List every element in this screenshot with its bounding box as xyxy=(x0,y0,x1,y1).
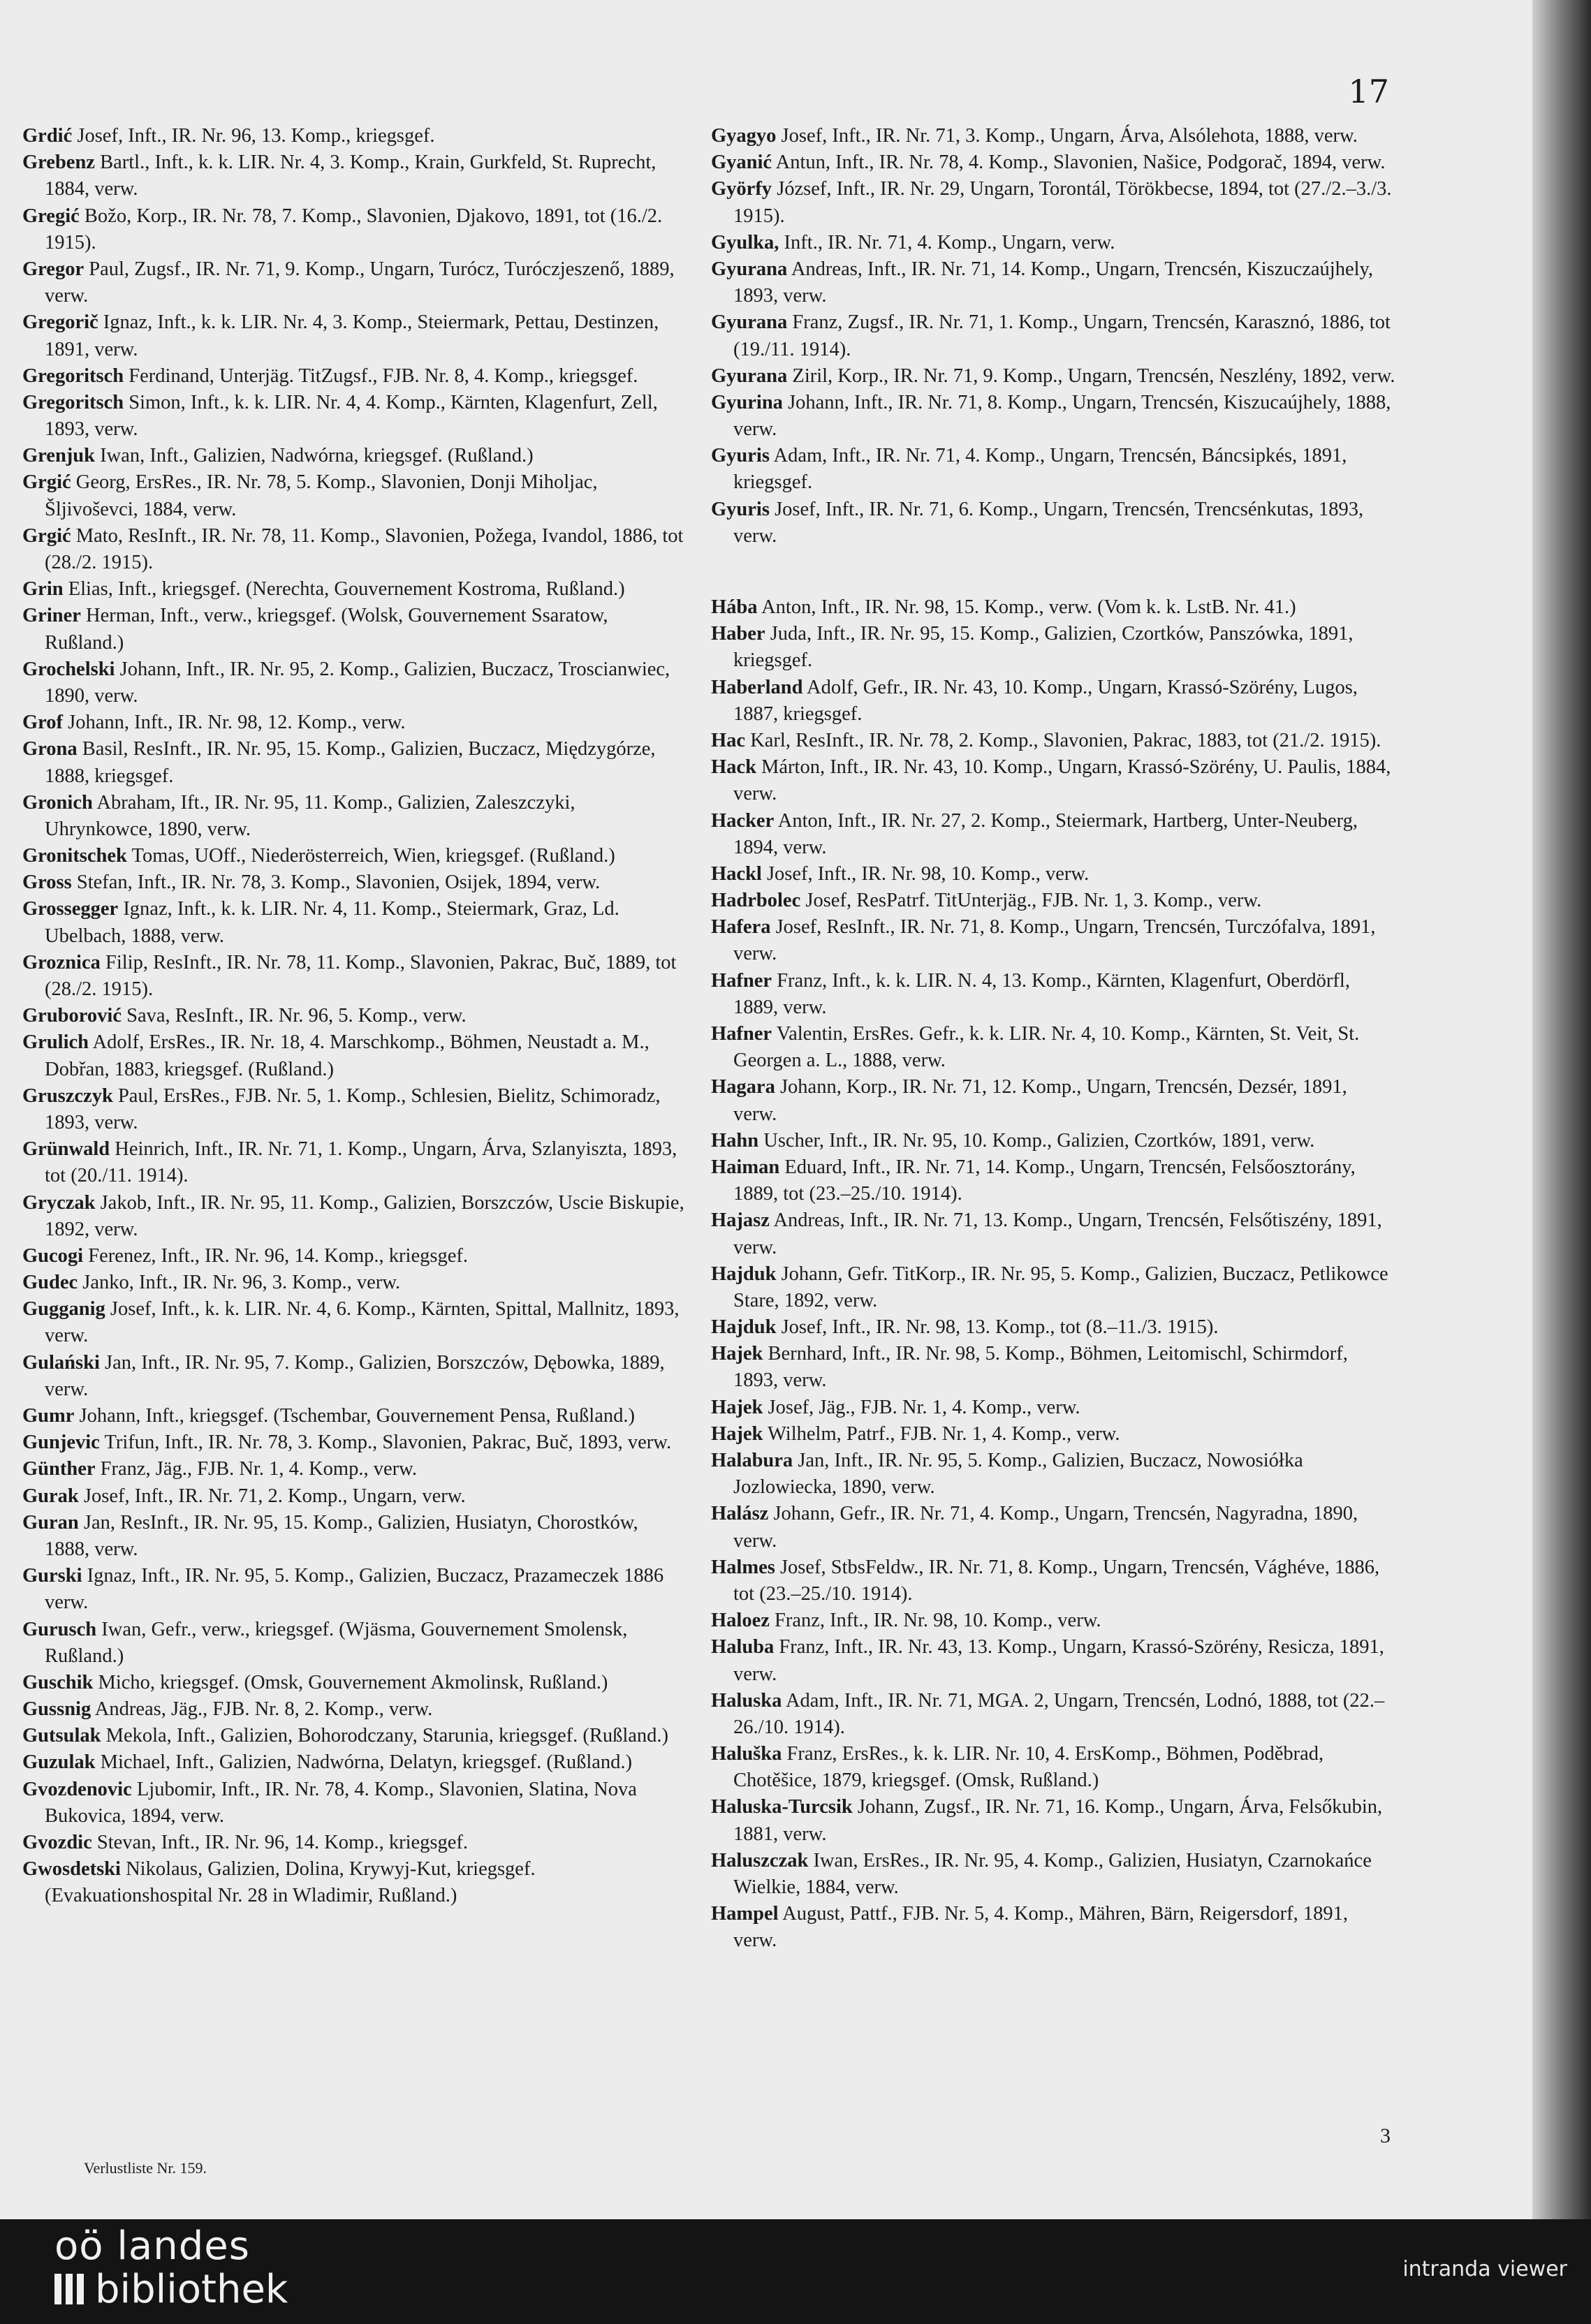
list-entry xyxy=(711,149,1395,176)
entry-details: Valentin, ErsRes. Gefr., k. k. LIR. Nr. 4, 10. Komp., Kärnten, St. Veit, St. Georgen a. L., 1888, verw. xyxy=(733,1023,1360,1072)
entry-details: Stefan, Inft., IR. Nr. 78, 3. Komp., Slavonien, Osijek, 1894, verw. xyxy=(76,872,601,894)
list-entry xyxy=(22,869,686,896)
entry-surname: Hajduk xyxy=(711,1316,777,1339)
entry-surname: Gyulka, xyxy=(711,231,779,253)
list-entry xyxy=(22,1429,686,1456)
list-entry xyxy=(711,176,1395,229)
entry-surname: Gvozdenovic xyxy=(22,1778,132,1800)
entry-details: Johann, Zugsf., IR. Nr. 71, 16. Komp., Ungarn, Árva, Felsőkubin, 1881, verw. xyxy=(733,1796,1383,1845)
list-entry xyxy=(22,1563,686,1616)
page-number: 17 xyxy=(1348,73,1389,110)
entry-details: Ziril, Korp., IR. Nr. 71, 9. Komp., Ungarn, Trencsén, Neszlény, 1892, verw. xyxy=(792,365,1395,387)
entry-details: Nikolaus, Galizien, Dolina, Krywyj-Kut, kriegsgef. (Evakuationshospital Nr. 28 in Wladimir, Rußland.) xyxy=(45,1858,536,1907)
list-entry xyxy=(711,1501,1395,1554)
entry-details: Josef, StbsFeldw., IR. Nr. 71, 8. Komp., Ungarn, Trencsén, Vághéve, 1886, tot (23.–25./10. 1914). xyxy=(733,1556,1380,1605)
entry-surname: Gyuris xyxy=(711,445,770,467)
list-entry xyxy=(711,1261,1395,1314)
list-entry xyxy=(711,230,1395,256)
logo-bars-icon xyxy=(54,2270,88,2314)
entry-surname: Hadrbolec xyxy=(711,890,801,912)
right-column xyxy=(711,123,1395,1955)
list-entry xyxy=(22,1777,686,1830)
entry-surname: Gryczak xyxy=(22,1191,96,1214)
entry-surname: Gruborović xyxy=(22,1005,122,1027)
entry-surname: Gregor xyxy=(22,258,85,280)
entry-surname: Grebenz xyxy=(22,152,95,174)
entry-surname: Gwosdetski xyxy=(22,1858,121,1881)
list-entry xyxy=(711,754,1395,807)
entry-surname: Griner xyxy=(22,605,81,627)
list-entry xyxy=(711,621,1395,674)
entry-details: Johann, Inft., IR. Nr. 71, 8. Komp., Ungarn, Trencsén, Kiszucaújhely, 1888, verw. xyxy=(733,391,1391,441)
entry-details: Josef, Inft., IR. Nr. 96, 13. Komp., kriegsgef. xyxy=(77,125,435,147)
entry-details: Mekola, Inft., Galizien, Bohorodczany, Starunia, kriegsgef. (Rußland.) xyxy=(105,1725,669,1747)
entry-surname: Grossegger xyxy=(22,898,119,920)
list-entry xyxy=(711,914,1395,967)
list-entry xyxy=(22,1856,686,1909)
entry-surname: Gurak xyxy=(22,1485,79,1507)
entry-details: Franz, Inft., k. k. LIR. N. 4, 13. Komp., Kärnten, Klagenfurt, Oberdörfl, 1889, verw. xyxy=(733,969,1350,1018)
list-entry xyxy=(711,497,1395,550)
entry-details: Anton, Inft., IR. Nr. 27, 2. Komp., Steiermark, Hartberg, Unter-Neuberg, 1894, verw. xyxy=(733,809,1358,858)
entry-details: Josef, Inft., IR. Nr. 98, 13. Komp., tot (8.–11./3. 1915). xyxy=(781,1316,1219,1339)
entry-details: Mato, ResInft., IR. Nr. 78, 11. Komp., Slavonien, Požega, Ivandol, 1886, tot (28./2. 1915). xyxy=(45,524,684,573)
entry-details: Franz, Inft., IR. Nr. 43, 13. Komp., Ungarn, Krassó-Szörény, Resicza, 1891, verw. xyxy=(733,1636,1384,1685)
entry-details: Georg, ErsRes., IR. Nr. 78, 5. Komp., Slavonien, Donji Miholjac, Šljivoševci, 1884, verw. xyxy=(45,471,598,520)
entry-details: Iwan, Inft., Galizien, Nadwórna, kriegsgef. (Rußland.) xyxy=(100,445,534,467)
entry-details: Basil, ResInft., IR. Nr. 95, 15. Komp., Galizien, Buczacz, Międzygórze, 1888, kriegsgef. xyxy=(45,738,656,787)
list-entry xyxy=(22,1670,686,1696)
entry-details: Josef, ResPatrf. TitUnterjäg., FJB. Nr. 1, 3. Komp., verw. xyxy=(805,890,1262,912)
logo-line-1: oö landes xyxy=(54,2223,250,2269)
list-entry xyxy=(22,1243,686,1270)
entry-details: Johann, Inft., kriegsgef. (Tschembar, Gouvernement Pensa, Rußland.) xyxy=(79,1405,635,1427)
entry-surname: Grona xyxy=(22,738,78,760)
entry-details: Božo, Korp., IR. Nr. 78, 7. Komp., Slavonien, Djakovo, 1891, tot (16./2. 1915). xyxy=(45,205,663,253)
list-entry xyxy=(22,896,686,949)
list-entry xyxy=(711,1688,1395,1741)
entry-surname: Gyurana xyxy=(711,365,788,387)
list-entry xyxy=(711,594,1395,621)
list-entry xyxy=(22,1617,686,1670)
list-entry xyxy=(22,203,686,256)
list-entry xyxy=(711,1341,1395,1394)
entry-surname: Haluška xyxy=(711,1743,782,1765)
entry-surname: Haluska xyxy=(711,1689,782,1712)
entry-details: Franz, ErsRes., k. k. LIR. Nr. 10, 4. ErsKomp., Böhmen, Poděbrad, Chotěšice, 1879, kriegsgef. (Omsk, Rußland.) xyxy=(733,1743,1324,1792)
entry-surname: Haluszczak xyxy=(711,1849,809,1871)
list-entry xyxy=(711,1207,1395,1260)
entry-details: Jakob, Inft., IR. Nr. 95, 11. Komp., Galizien, Borszczów, Uscie Biskupie, 1892, verw. xyxy=(45,1191,684,1240)
entry-surname: Hacker xyxy=(711,809,775,832)
entry-details: Michael, Inft., Galizien, Nadwórna, Delatyn, kriegsgef. (Rußland.) xyxy=(100,1751,633,1774)
entry-details: Tomas, UOff., Niederösterreich, Wien, kriegsgef. (Rußland.) xyxy=(131,845,615,867)
section-gap xyxy=(711,550,1395,594)
entry-details: Heinrich, Inft., IR. Nr. 71, 1. Komp., Ungarn, Árva, Szlanyiszta, 1893, tot (20./11. 1914). xyxy=(45,1138,677,1187)
entry-details: Anton, Inft., IR. Nr. 98, 15. Komp., verw. (Vom k. k. LstB. Nr. 41.) xyxy=(761,596,1296,618)
entry-surname: Gregić xyxy=(22,205,80,227)
entry-details: Paul, Zugsf., IR. Nr. 71, 9. Komp., Ungarn, Turócz, Turóczjeszenő, 1889, verw. xyxy=(45,258,675,307)
entry-details: Jan, ResInft., IR. Nr. 95, 15. Komp., Galizien, Husiatyn, Chorostków, 1888, verw. xyxy=(45,1511,638,1560)
footer-issue-label: Verlustliste Nr. 159. xyxy=(84,2159,207,2177)
entry-surname: Gussnig xyxy=(22,1698,91,1721)
list-entry xyxy=(711,1314,1395,1341)
entry-details: Sava, ResInft., IR. Nr. 96, 5. Komp., verw. xyxy=(126,1005,467,1027)
library-logo[interactable] xyxy=(54,2225,288,2314)
list-entry xyxy=(711,728,1395,754)
entry-details: Andreas, Inft., IR. Nr. 71, 14. Komp., Ungarn, Trencsén, Kiszuczaújhely, 1893, verw. xyxy=(733,258,1374,307)
list-entry xyxy=(22,363,686,390)
entry-details: Johann, Inft., IR. Nr. 98, 12. Komp., verw. xyxy=(68,712,406,734)
viewer-label[interactable]: intranda viewer xyxy=(1402,2257,1567,2281)
entry-surname: Gucogi xyxy=(22,1244,84,1267)
list-entry xyxy=(22,656,686,709)
entry-surname: Guzulak xyxy=(22,1751,96,1774)
entry-surname: Hajek xyxy=(711,1422,763,1445)
entry-details: Josef, Inft., IR. Nr. 71, 6. Komp., Ungarn, Trencsén, Trencsénkutas, 1893, verw. xyxy=(733,498,1364,547)
list-entry xyxy=(22,1456,686,1483)
list-entry xyxy=(22,1510,686,1563)
list-entry xyxy=(711,443,1395,496)
entry-surname: Halabura xyxy=(711,1450,793,1471)
entry-details: Johann, Gefr., IR. Nr. 71, 4. Komp., Ungarn, Trencsén, Nagyradna, 1890, verw. xyxy=(733,1503,1358,1552)
entry-details: Franz, Inft., IR. Nr. 98, 10. Komp., verw. xyxy=(775,1610,1101,1632)
entry-surname: Gvozdic xyxy=(22,1832,92,1853)
entry-details: Elias, Inft., kriegsgef. (Nerechta, Gouvernement Kostroma, Rußland.) xyxy=(68,578,625,601)
list-entry xyxy=(22,603,686,656)
entry-surname: Hack xyxy=(711,756,756,779)
entry-surname: Guschik xyxy=(22,1671,94,1693)
entry-details: Johann, Gefr. TitKorp., IR. Nr. 95, 5. Komp., Galizien, Buczacz, Petlikowce Stare, 1892, verw. xyxy=(733,1263,1388,1311)
list-entry xyxy=(22,790,686,843)
entry-details: Juda, Inft., IR. Nr. 95, 15. Komp., Galizien, Czortków, Panszówka, 1891, kriegsgef. xyxy=(733,623,1354,672)
entry-surname: Gyagyo xyxy=(711,125,777,147)
entry-details: Iwan, ErsRes., IR. Nr. 95, 4. Komp., Galizien, Husiatyn, Czarnokańce Wielkie, 1884, verw. xyxy=(733,1849,1372,1898)
viewer-bottom-bar xyxy=(0,2219,1591,2324)
entry-surname: Hagara xyxy=(711,1076,775,1098)
list-entry xyxy=(22,1296,686,1349)
entry-surname: Gyurana xyxy=(711,258,788,280)
entry-details: Paul, ErsRes., FJB. Nr. 5, 1. Komp., Schlesien, Bielitz, Schimoradz, 1893, verw. xyxy=(45,1084,661,1133)
entry-surname: Grulich xyxy=(22,1031,89,1054)
entry-details: Johann, Korp., IR. Nr. 71, 12. Komp., Ungarn, Trencsén, Dezsér, 1891, verw. xyxy=(733,1076,1347,1125)
entry-surname: Halmes xyxy=(711,1556,775,1578)
entry-surname: Gyurana xyxy=(711,311,788,334)
list-entry xyxy=(22,1083,686,1136)
entry-details: Ignaz, Inft., k. k. LIR. Nr. 4, 11. Komp., Steiermark, Graz, Ld. Ubelbach, 1888, verw. xyxy=(45,898,619,947)
list-entry xyxy=(711,1554,1395,1608)
entry-surname: Hackl xyxy=(711,862,762,885)
list-entry xyxy=(22,1723,686,1749)
entry-surname: Gulański xyxy=(22,1351,100,1374)
entry-surname: Gurski xyxy=(22,1565,82,1587)
list-entry xyxy=(22,1136,686,1189)
list-entry xyxy=(22,1350,686,1403)
entry-details: Josef, ResInft., IR. Nr. 71, 8. Komp., Ungarn, Trencsén, Turczófalva, 1891, verw. xyxy=(733,916,1376,965)
list-entry xyxy=(711,309,1395,362)
list-entry xyxy=(711,1395,1395,1421)
list-entry xyxy=(22,309,686,362)
list-entry xyxy=(711,1634,1395,1687)
entry-details: Josef, Inft., IR. Nr. 71, 3. Komp., Ungarn, Árva, Alsólehota, 1888, verw. xyxy=(781,125,1358,147)
list-entry xyxy=(22,390,686,443)
list-entry xyxy=(711,1608,1395,1634)
list-entry xyxy=(711,888,1395,914)
entry-details: Andreas, Inft., IR. Nr. 71, 13. Komp., Ungarn, Trencsén, Felsőtiszény, 1891, verw. xyxy=(733,1209,1382,1258)
entry-surname: Gurusch xyxy=(22,1618,97,1640)
entry-details: Bernhard, Inft., IR. Nr. 98, 5. Komp., Böhmen, Leitomischl, Schirmdorf, 1893, verw. xyxy=(733,1343,1348,1392)
list-entry xyxy=(22,843,686,869)
entry-details: Iwan, Gefr., verw., kriegsgef. (Wjäsma, Gouvernement Smolensk, Rußland.) xyxy=(45,1618,628,1667)
entry-surname: Grof xyxy=(22,712,64,734)
entry-surname: Gunjevic xyxy=(22,1432,100,1454)
entry-surname: Györfy xyxy=(711,178,772,200)
entry-details: Antun, Inft., IR. Nr. 78, 4. Komp., Slavonien, Našice, Podgorač, 1894, verw. xyxy=(775,152,1386,174)
list-entry xyxy=(711,968,1395,1021)
entry-details: Ignaz, Inft., k. k. LIR. Nr. 4, 3. Komp., Steiermark, Pettau, Destinzen, 1891, verw. xyxy=(45,311,659,360)
list-entry xyxy=(22,1483,686,1510)
entry-details: Márton, Inft., IR. Nr. 43, 10. Komp., Ungarn, Krassó-Szörény, U. Paulis, 1884, verw. xyxy=(733,756,1391,805)
entry-surname: Halász xyxy=(711,1503,769,1525)
list-entry xyxy=(22,149,686,203)
list-entry xyxy=(22,576,686,603)
entry-details: Ferdinand, Unterjäg. TitZugsf., FJB. Nr. 8, 4. Komp., kriegsgef. xyxy=(129,365,638,387)
entry-surname: Gyuris xyxy=(711,498,770,520)
entry-surname: Haluska-Turcsik xyxy=(711,1796,853,1818)
entry-details: Stevan, Inft., IR. Nr. 96, 14. Komp., kriegsgef. xyxy=(96,1832,469,1853)
entry-surname: Haluba xyxy=(711,1636,775,1659)
list-entry xyxy=(711,1021,1395,1074)
list-entry xyxy=(22,1403,686,1429)
entry-details: Jan, Inft., IR. Nr. 95, 5. Komp., Galizien, Buczacz, Nowosiółka Jozlowiecka, 1890, verw. xyxy=(733,1450,1303,1499)
list-entry xyxy=(711,1448,1395,1501)
entry-details: Herman, Inft., verw., kriegsgef. (Wolsk, Gouvernement Ssaratow, Rußland.) xyxy=(45,605,608,654)
entry-details: Johann, Inft., IR. Nr. 95, 2. Komp., Galizien, Buczacz, Troscianwiec, 1890, verw. xyxy=(45,658,670,707)
entry-surname: Grgić xyxy=(22,524,71,547)
entry-surname: Groznica xyxy=(22,951,101,973)
book-spine-edge xyxy=(1532,0,1591,2219)
entry-details: Inft., IR. Nr. 71, 4. Komp., Ungarn, verw. xyxy=(784,231,1115,253)
entry-surname: Hába xyxy=(711,596,758,618)
entry-surname: Gudec xyxy=(22,1272,78,1294)
entry-surname: Hajek xyxy=(711,1343,763,1365)
list-entry xyxy=(22,736,686,789)
logo-line-2: bibliothek xyxy=(95,2267,288,2312)
entry-details: Adolf, Gefr., IR. Nr. 43, 10. Komp., Ungarn, Krassó-Szörény, Lugos, 1887, kriegsgef. xyxy=(733,676,1358,725)
list-entry xyxy=(711,675,1395,728)
list-entry xyxy=(711,861,1395,888)
entry-surname: Günther xyxy=(22,1458,96,1480)
entry-surname: Hafner xyxy=(711,969,772,992)
entry-details: Abraham, Ift., IR. Nr. 95, 11. Komp., Galizien, Zaleszczyki, Uhrynkowce, 1890, verw. xyxy=(45,791,575,840)
entry-surname: Grgić xyxy=(22,471,71,494)
entry-surname: Gutsulak xyxy=(22,1725,101,1747)
entry-details: Josef, Inft., IR. Nr. 98, 10. Komp., verw. xyxy=(766,862,1090,885)
entry-surname: Gugganig xyxy=(22,1298,105,1321)
list-entry xyxy=(711,363,1395,390)
entry-surname: Gumr xyxy=(22,1405,75,1427)
entry-surname: Gross xyxy=(22,872,72,894)
list-entry xyxy=(711,123,1395,149)
entry-surname: Haberland xyxy=(711,676,803,698)
entry-details: Eduard, Inft., IR. Nr. 71, 14. Komp., Ungarn, Trencsén, Felsőosztorány, 1889, tot (23.–25./10. 1914). xyxy=(733,1156,1356,1205)
list-entry xyxy=(711,1848,1395,1901)
entry-details: Micho, kriegsgef. (Omsk, Gouvernement Akmolinsk, Rußland.) xyxy=(98,1671,608,1693)
entry-surname: Haloez xyxy=(711,1610,770,1632)
list-entry xyxy=(22,123,686,149)
entry-details: August, Pattf., FJB. Nr. 5, 4. Komp., Mähren, Bärn, Reigersdorf, 1891, verw. xyxy=(733,1903,1348,1952)
entry-details: Adam, Inft., IR. Nr. 71, MGA. 2, Ungarn, Trencsén, Lodnó, 1888, tot (22.–26./10. 1914). xyxy=(733,1689,1385,1738)
entry-details: Jan, Inft., IR. Nr. 95, 7. Komp., Galizien, Borszczów, Dębowka, 1889, verw. xyxy=(45,1351,665,1400)
list-entry xyxy=(22,1696,686,1723)
list-entry xyxy=(22,1830,686,1856)
entry-details: Trifun, Inft., IR. Nr. 78, 3. Komp., Slavonien, Pakrac, Buč, 1893, verw. xyxy=(104,1432,672,1454)
entry-details: Josef, Inft., k. k. LIR. Nr. 4, 6. Komp., Kärnten, Spittal, Mallnitz, 1893, verw. xyxy=(45,1298,680,1347)
entry-details: Karl, ResInft., IR. Nr. 78, 2. Komp., Slavonien, Pakrac, 1883, tot (21./2. 1915). xyxy=(750,729,1381,751)
entry-details: Josef, Jäg., FJB. Nr. 1, 4. Komp., verw. xyxy=(768,1396,1080,1418)
entry-details: Bartl., Inft., k. k. LIR. Nr. 4, 3. Komp., Krain, Gurkfeld, St. Ruprecht, 1884, verw. xyxy=(45,152,657,200)
entry-details: Ignaz, Inft., IR. Nr. 95, 5. Komp., Galizien, Buczacz, Prazameczek 1886 verw. xyxy=(45,1565,664,1614)
entry-surname: Hampel xyxy=(711,1903,779,1925)
entry-surname: Gregorič xyxy=(22,311,98,334)
entry-details: Uscher, Inft., IR. Nr. 95, 10. Komp., Galizien, Czortków, 1891, verw. xyxy=(763,1129,1315,1152)
list-entry xyxy=(711,1794,1395,1847)
entry-surname: Gyurina xyxy=(711,391,783,413)
list-entry xyxy=(711,1741,1395,1794)
list-entry xyxy=(711,1074,1395,1127)
list-entry xyxy=(711,390,1395,443)
list-entry xyxy=(22,1190,686,1243)
entry-details: Simon, Inft., k. k. LIR. Nr. 4, 4. Komp., Kärnten, Klagenfurt, Zell, 1893, verw. xyxy=(45,391,658,441)
entry-surname: Grenjuk xyxy=(22,445,95,467)
entry-details: Janko, Inft., IR. Nr. 96, 3. Komp., verw. xyxy=(82,1272,401,1294)
entry-details: Ljubomir, Inft., IR. Nr. 78, 4. Komp., Slavonien, Slatina, Nova Bukovica, 1894, verw. xyxy=(45,1778,637,1827)
entry-surname: Hac xyxy=(711,729,746,751)
list-entry xyxy=(22,443,686,469)
footer-signature-mark: 3 xyxy=(1380,2124,1391,2147)
entry-surname: Gregoritsch xyxy=(22,365,124,387)
list-entry xyxy=(22,709,686,736)
entry-surname: Gruszczyk xyxy=(22,1084,113,1107)
list-entry xyxy=(711,256,1395,309)
entry-surname: Grdić xyxy=(22,125,73,147)
entry-details: Josef, Inft., IR. Nr. 71, 2. Komp., Ungarn, verw. xyxy=(83,1485,466,1507)
entry-surname: Grin xyxy=(22,578,64,601)
entry-details: Adam, Inft., IR. Nr. 71, 4. Komp., Ungarn, Trencsén, Báncsipkés, 1891, kriegsgef. xyxy=(733,445,1347,494)
entry-surname: Gregoritsch xyxy=(22,391,124,413)
entry-surname: Hafner xyxy=(711,1023,772,1045)
entry-surname: Haber xyxy=(711,623,765,645)
entry-details: Ferenez, Inft., IR. Nr. 96, 14. Komp., kriegsgef. xyxy=(88,1244,468,1267)
list-entry xyxy=(22,469,686,522)
list-entry xyxy=(711,808,1395,861)
list-entry xyxy=(22,1029,686,1082)
entry-surname: Hahn xyxy=(711,1129,759,1152)
entry-surname: Guran xyxy=(22,1511,79,1534)
list-entry xyxy=(22,1270,686,1296)
entry-details: Filip, ResInft., IR. Nr. 78, 11. Komp., Slavonien, Pakrac, Buč, 1889, tot (28./2. 1915). xyxy=(45,951,677,1000)
list-entry xyxy=(22,950,686,1003)
list-entry xyxy=(22,1003,686,1029)
list-entry xyxy=(711,1154,1395,1207)
list-entry xyxy=(711,1128,1395,1154)
entry-details: Andreas, Jäg., FJB. Nr. 8, 2. Komp., verw. xyxy=(94,1698,433,1721)
list-entry xyxy=(22,256,686,309)
list-entry xyxy=(22,523,686,576)
left-column xyxy=(22,123,686,1910)
entry-details: Wilhelm, Patrf., FJB. Nr. 1, 4. Komp., verw. xyxy=(768,1422,1120,1445)
entry-surname: Hafera xyxy=(711,916,771,939)
entry-surname: Hajasz xyxy=(711,1209,770,1232)
list-entry xyxy=(711,1901,1395,1954)
entry-details: Adolf, ErsRes., IR. Nr. 18, 4. Marschkomp., Böhmen, Neustadt a. M., Dobřan, 1883, kriegsgef. (Rußland.) xyxy=(45,1031,650,1080)
list-entry xyxy=(711,1421,1395,1448)
entry-surname: Gyanić xyxy=(711,152,772,174)
entry-details: Franz, Jäg., FJB. Nr. 1, 4. Komp., verw. xyxy=(100,1458,417,1480)
entry-surname: Hajduk xyxy=(711,1263,777,1285)
entry-details: Franz, Zugsf., IR. Nr. 71, 1. Komp., Ungarn, Trencsén, Karasznó, 1886, tot (19./11. 1914). xyxy=(733,311,1391,360)
entry-details: József, Inft., IR. Nr. 29, Ungarn, Torontál, Törökbecse, 1894, tot (27./2.–3./3. 1915). xyxy=(733,178,1392,227)
entry-surname: Gronich xyxy=(22,791,93,814)
entry-surname: Hajek xyxy=(711,1396,763,1418)
entry-surname: Grochelski xyxy=(22,658,115,680)
list-entry xyxy=(22,1749,686,1776)
entry-surname: Gronitschek xyxy=(22,845,127,867)
entry-surname: Grünwald xyxy=(22,1138,110,1161)
entry-surname: Haiman xyxy=(711,1156,780,1178)
